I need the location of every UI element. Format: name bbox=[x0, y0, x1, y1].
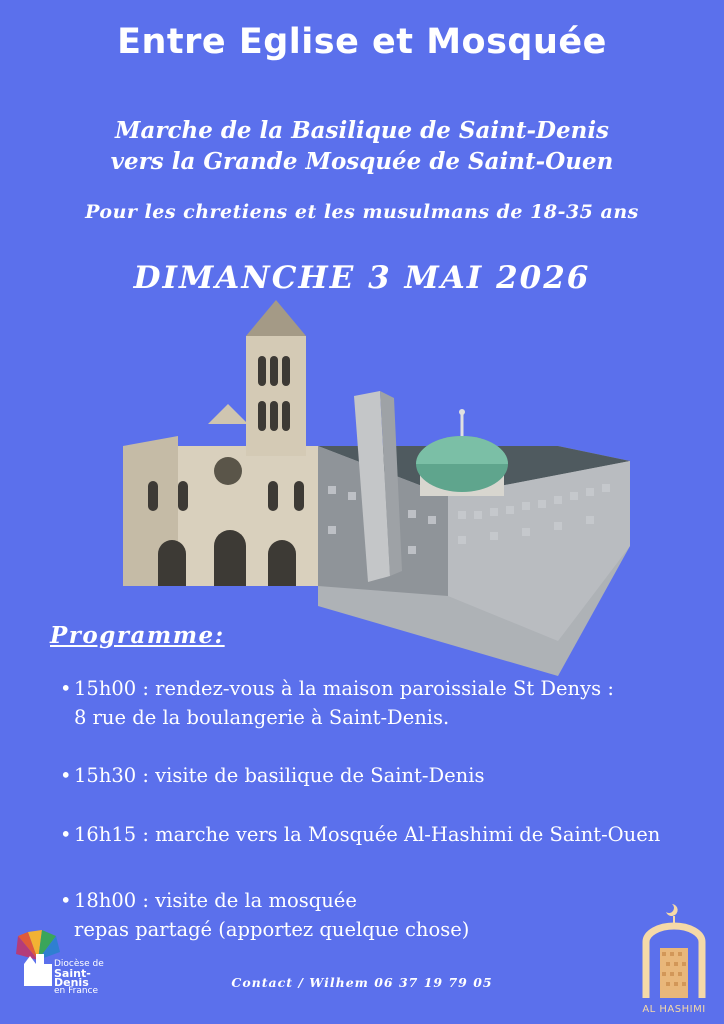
programme-item-1 bbox=[60, 674, 614, 732]
bullet: • bbox=[60, 764, 72, 787]
item-text: 15h30 : visite de basilique de Saint-Denis bbox=[74, 764, 485, 787]
item-text-line-2: repas partagé (apportez quelque chose) bbox=[74, 918, 470, 941]
item-text: 16h15 : marche vers la Mosquée Al-Hashimi de Saint-Ouen bbox=[74, 823, 661, 846]
item-text: 15h00 : rendez-vous à la maison paroissiale St Denys : bbox=[74, 677, 614, 700]
bullet: • bbox=[60, 823, 72, 846]
mosque-arch-icon bbox=[638, 902, 710, 1002]
audience-text: Pour les chretiens et les musulmans de 18-35 ans bbox=[85, 201, 639, 223]
basilica-and-mosque-illustration bbox=[118, 296, 638, 676]
basilica-building bbox=[123, 300, 318, 586]
diocese-line-1: Diocèse de bbox=[54, 959, 104, 969]
bullet: • bbox=[60, 889, 72, 912]
programme-item-3 bbox=[60, 820, 660, 849]
subtitle-line-2: vers la Grande Mosquée de Saint-Ouen bbox=[110, 148, 614, 175]
bullet: • bbox=[60, 677, 72, 700]
item-text: 18h00 : visite de la mosquée bbox=[74, 889, 357, 912]
mosque-building bbox=[318, 391, 630, 676]
subtitle bbox=[0, 115, 724, 177]
item-text-line-2: 8 rue de la boulangerie à Saint-Denis. bbox=[74, 706, 450, 729]
programme-title: Programme: bbox=[50, 622, 225, 649]
poster-title: Entre Eglise et Mosquée bbox=[117, 22, 607, 62]
event-date: DIMANCHE 3 MAI 2026 bbox=[133, 260, 591, 296]
al-hashimi-name: AL HASHIMI bbox=[642, 1004, 706, 1015]
programme-item-2 bbox=[60, 761, 484, 790]
diocese-line-3: en France bbox=[54, 986, 99, 996]
al-hashimi-logo bbox=[638, 902, 710, 1017]
subtitle-line-1: Marche de la Basilique de Saint-Denis bbox=[114, 117, 610, 144]
programme-item-4 bbox=[60, 886, 469, 944]
diocese-line-2: Saint-Denis bbox=[54, 967, 91, 989]
contact-text: Contact / Wilhem 06 37 19 79 05 bbox=[231, 975, 493, 990]
